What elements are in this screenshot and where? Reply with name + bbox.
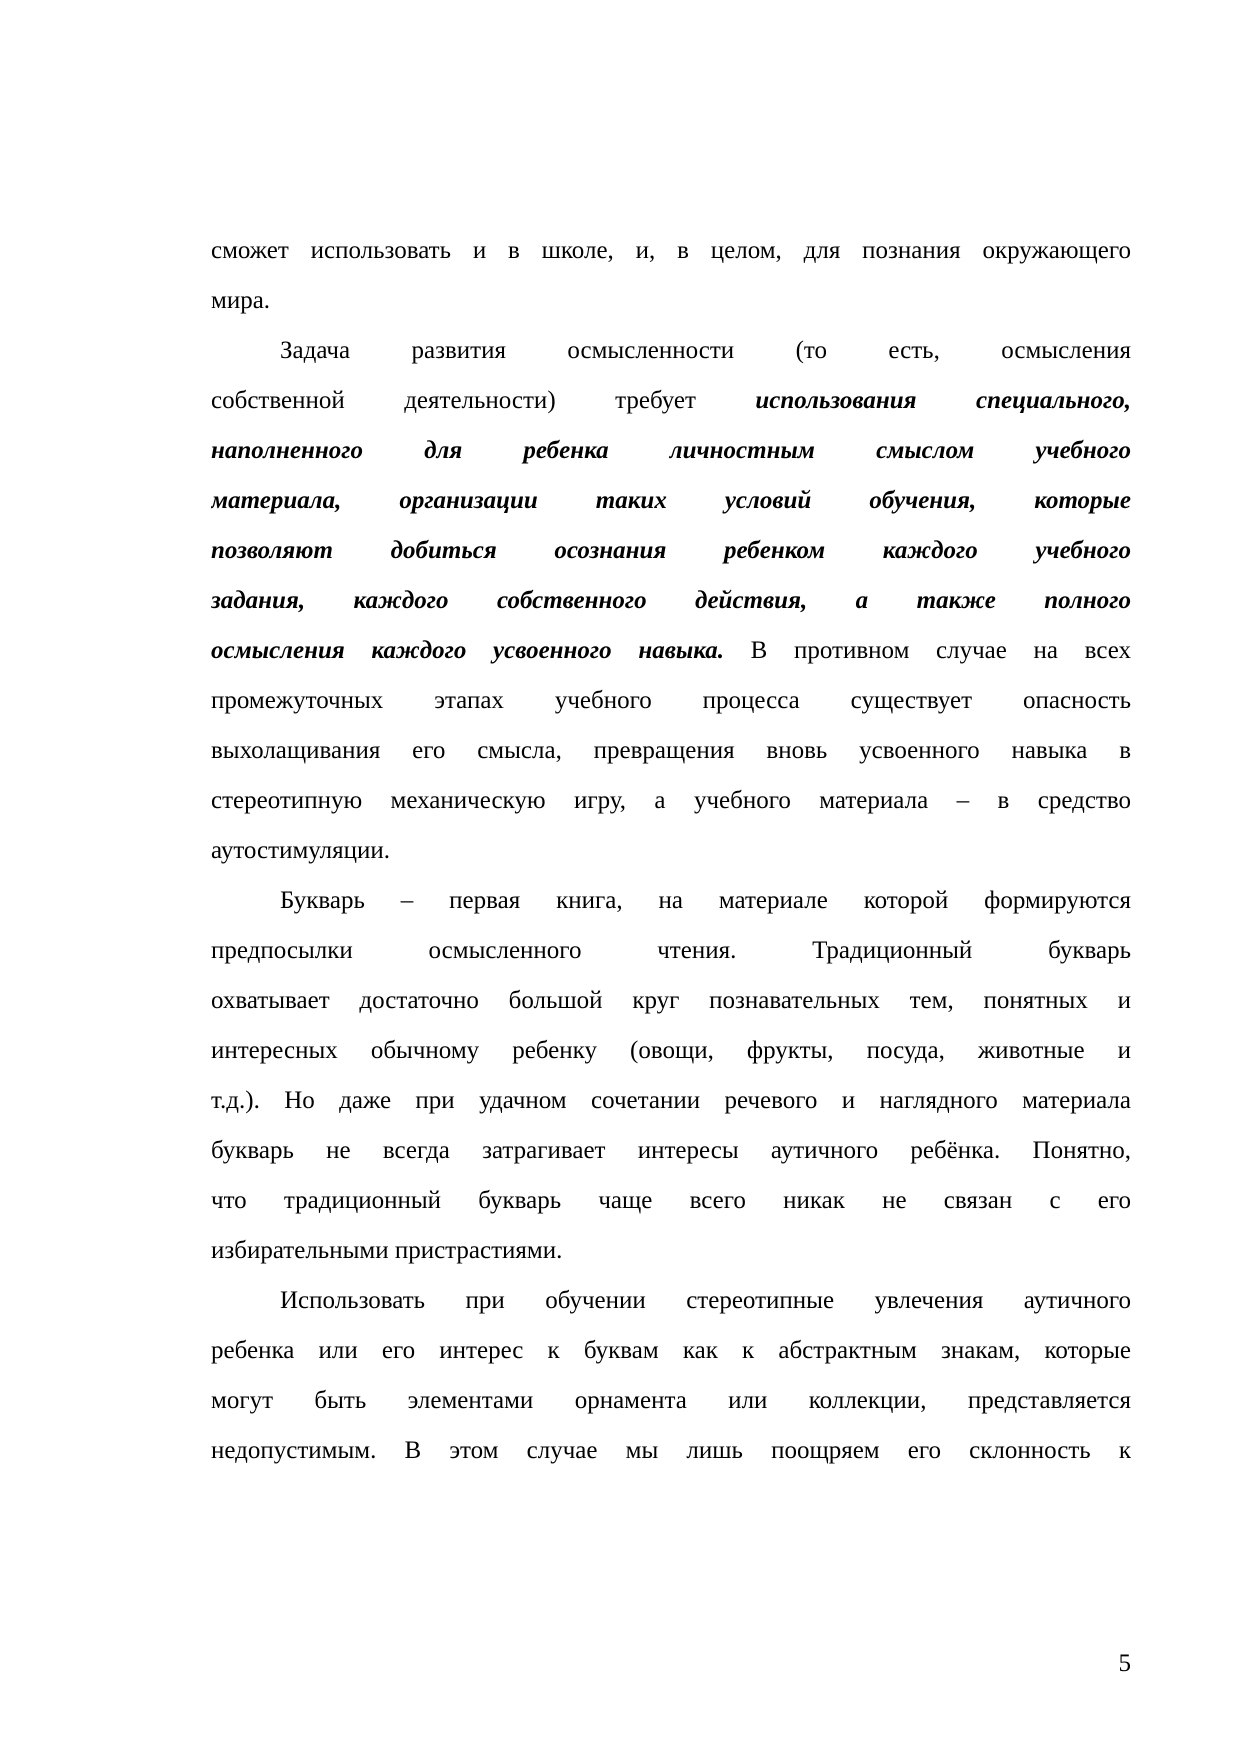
text-line xyxy=(211,1426,1131,1476)
text-segment: ребенка или его интерес к буквам как к абстрактным знакам, которые xyxy=(211,1337,1131,1364)
text-line xyxy=(211,626,1131,676)
emphasis-text-segment: позволяют добиться осознания ребенком каждого учебного xyxy=(211,537,1131,564)
text-line xyxy=(211,1226,1131,1276)
body-text xyxy=(211,226,1131,1476)
emphasis-text-segment: наполненного для ребенка личностным смыслом учебного xyxy=(211,437,1131,464)
text-line xyxy=(211,1276,1131,1326)
text-line xyxy=(211,376,1131,426)
text-segment: промежуточных этапах учебного процесса существует опасность xyxy=(211,687,1131,714)
text-segment: сможет использовать и в школе, и, в целом, для познания окружающего xyxy=(211,237,1131,264)
text-segment: могут быть элементами орнамента или коллекции, представляется xyxy=(211,1387,1131,1414)
emphasis-text-segment: задания, каждого собственного действия, а также полного xyxy=(211,587,1131,614)
text-line xyxy=(211,476,1131,526)
text-line xyxy=(211,276,1131,326)
emphasis-text-segment: материала, организации таких условий обучения, которые xyxy=(211,487,1131,514)
text-segment: интересных обычному ребенку (овощи, фрукты, посуда, животные и xyxy=(211,1037,1131,1064)
text-segment: выхолащивания его смысла, превращения вновь усвоенного навыка в xyxy=(211,737,1131,764)
text-segment: Задача развития осмысленности (то есть, осмысления xyxy=(280,337,1131,364)
page-number: 5 xyxy=(1118,1650,1131,1677)
text-line xyxy=(211,726,1131,776)
text-line xyxy=(211,876,1131,926)
text-segment: мира. xyxy=(211,287,271,314)
text-line xyxy=(211,1076,1131,1126)
text-segment: Букварь – первая книга, на материале которой формируются xyxy=(280,887,1131,914)
text-line xyxy=(211,1326,1131,1376)
text-line xyxy=(211,926,1131,976)
text-line xyxy=(211,976,1131,1026)
text-segment: недопустимым. В этом случае мы лишь поощряем его склонность к xyxy=(211,1437,1131,1464)
text-segment: охватывает достаточно большой круг познавательных тем, понятных и xyxy=(211,987,1131,1014)
text-segment: Использовать при обучении стереотипные увлечения аутичного xyxy=(280,1287,1131,1314)
text-segment: предпосылки осмысленного чтения. Традиционный букварь xyxy=(211,937,1131,964)
text-line xyxy=(211,676,1131,726)
text-line xyxy=(211,326,1131,376)
text-line xyxy=(211,226,1131,276)
text-line xyxy=(211,826,1131,876)
text-line xyxy=(211,1376,1131,1426)
text-segment: что традиционный букварь чаще всего никак не связан с его xyxy=(211,1187,1131,1214)
text-segment: избирательными пристрастиями. xyxy=(211,1237,563,1264)
text-line xyxy=(211,776,1131,826)
text-line xyxy=(211,1176,1131,1226)
text-line xyxy=(211,526,1131,576)
text-segment: букварь не всегда затрагивает интересы аутичного ребёнка. Понятно, xyxy=(211,1137,1131,1164)
text-line xyxy=(211,426,1131,476)
text-segment: т.д.). Но даже при удачном сочетании речевого и наглядного материала xyxy=(211,1087,1131,1114)
text-line xyxy=(211,1026,1131,1076)
text-segment: собственной деятельности) требует xyxy=(211,387,756,414)
text-segment: стереотипную механическую игру, а учебного материала – в средство xyxy=(211,787,1131,814)
text-line xyxy=(211,1126,1131,1176)
emphasis-text-segment: использования специального, xyxy=(755,387,1131,414)
text-segment: В противном случае на всех xyxy=(724,637,1131,664)
text-line xyxy=(211,576,1131,626)
emphasis-text-segment: осмысления каждого усвоенного навыка. xyxy=(211,637,725,664)
text-segment: аутостимуляции. xyxy=(211,837,391,864)
